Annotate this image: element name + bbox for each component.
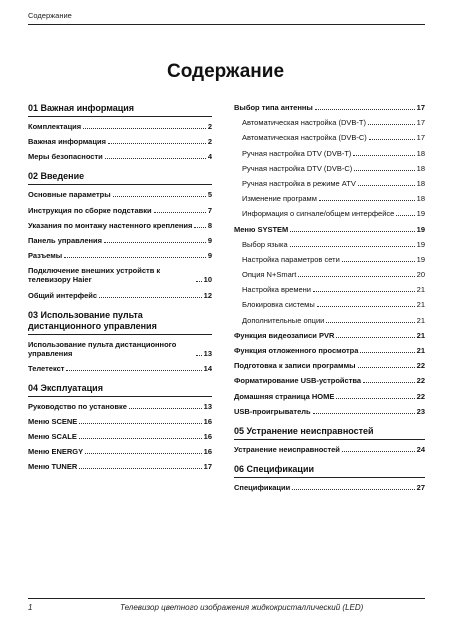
toc-entry-title: Основные параметры — [28, 190, 111, 200]
running-header: Содержание — [28, 11, 72, 20]
toc-entry[interactable] — [234, 164, 425, 173]
toc-entry-title: Меню SYSTEM — [234, 224, 289, 234]
section-heading: 01 Важная информация — [28, 103, 212, 117]
toc-page-number: 23 — [416, 406, 425, 416]
toc-page-number: 20 — [416, 270, 425, 280]
toc-section — [28, 103, 212, 161]
toc-section — [234, 464, 425, 492]
toc-entry-title: Автоматическая настройка (DVB-T) — [242, 118, 366, 128]
dot-leader — [354, 170, 414, 171]
toc-entry-title: Меры безопасности — [28, 152, 103, 162]
toc-page-number: 16 — [203, 447, 212, 457]
toc-entry[interactable] — [234, 255, 425, 264]
toc-entry[interactable] — [28, 291, 212, 300]
dot-leader — [363, 382, 415, 383]
dot-leader — [85, 453, 202, 454]
toc-page-number: 22 — [416, 376, 425, 386]
toc-entry[interactable] — [28, 152, 212, 161]
toc-entry-title: Подготовка к записи программы — [234, 361, 356, 371]
toc-page-number: 21 — [416, 330, 425, 340]
toc-entry-title: Блокировка системы — [242, 300, 315, 310]
toc-entry[interactable] — [234, 270, 425, 279]
toc-page-number: 8 — [207, 220, 212, 230]
toc-page-number: 21 — [416, 285, 425, 295]
dot-leader — [360, 352, 414, 353]
toc-page-number: 14 — [203, 363, 212, 373]
dot-leader — [315, 109, 415, 110]
toc-page-number: 16 — [203, 416, 212, 426]
toc-entry[interactable] — [234, 300, 425, 309]
section-heading: 04 Эксплуатация — [28, 383, 212, 397]
dot-leader — [319, 200, 415, 201]
toc-entry[interactable] — [28, 122, 212, 131]
dot-leader — [66, 370, 201, 371]
toc-page-number: 17 — [203, 462, 212, 472]
dot-leader — [196, 281, 202, 282]
toc-entry[interactable] — [234, 361, 425, 370]
toc-entry-title: Спецификации — [234, 482, 291, 492]
toc-entry[interactable] — [28, 236, 212, 245]
toc-entry-title: Настройка времени — [242, 285, 311, 295]
toc-page-number: 17 — [416, 118, 425, 128]
toc-entry[interactable] — [234, 285, 425, 294]
toc-page-number: 7 — [207, 205, 212, 215]
toc-entry[interactable] — [28, 417, 212, 426]
toc-entry[interactable] — [28, 221, 212, 230]
toc-page-number: 12 — [203, 290, 212, 300]
dot-leader — [292, 489, 414, 490]
toc-entry-title: Ручная настройка в режиме ATV — [242, 178, 356, 188]
toc-entry[interactable] — [28, 340, 212, 358]
toc-entry[interactable] — [234, 225, 425, 234]
dot-leader — [358, 367, 415, 368]
header-rule — [28, 24, 425, 25]
dot-leader — [336, 337, 414, 338]
dot-leader — [317, 306, 415, 307]
toc-entry[interactable] — [28, 137, 212, 146]
toc-page-number: 22 — [416, 361, 425, 371]
toc-right-column — [234, 103, 425, 502]
toc-page-number: 17 — [416, 133, 425, 143]
toc-entry-title: Разъемы — [28, 251, 63, 261]
toc-entry-title: Функция видеозаписи PVR — [234, 330, 335, 340]
toc-page-number: 2 — [207, 137, 212, 147]
toc-left-column — [28, 103, 212, 481]
dot-leader — [336, 398, 414, 399]
dot-leader — [313, 413, 415, 414]
dot-leader — [79, 468, 201, 469]
dot-leader — [79, 438, 202, 439]
dot-leader — [290, 231, 414, 232]
toc-page-number: 21 — [416, 315, 425, 325]
toc-page-number: 13 — [203, 348, 212, 358]
toc-entry[interactable] — [28, 447, 212, 456]
toc-page-number: 18 — [416, 194, 425, 204]
toc-page-number: 19 — [416, 254, 425, 264]
dot-leader — [290, 246, 415, 247]
toc-entry[interactable] — [234, 483, 425, 492]
section-heading: 03 Использование пульта дистанционного управления — [28, 310, 212, 335]
toc-entry-title: Меню SCALE — [28, 432, 77, 442]
toc-entry-title: Функция отложенного просмотра — [234, 346, 359, 355]
toc-entry-title: Общий интерфейс — [28, 290, 98, 300]
toc-entry-title: Меню SCENE — [28, 416, 78, 426]
toc-entry-title: Автоматическая настройка (DVB-C) — [242, 133, 367, 143]
toc-page-number: 27 — [416, 482, 425, 492]
toc-entry-title: Важная информация — [28, 137, 106, 147]
toc-entry-title: Ручная настройка DTV (DVB-T) — [242, 148, 352, 158]
toc-entry[interactable] — [234, 194, 425, 203]
toc-page-number: 9 — [207, 251, 212, 261]
toc-entry[interactable] — [28, 364, 212, 373]
toc-entry[interactable] — [234, 376, 425, 385]
toc-page-number: 2 — [207, 122, 212, 131]
dot-leader — [196, 355, 202, 356]
toc-page-number: 18 — [416, 163, 425, 173]
dot-leader — [313, 291, 415, 292]
dot-leader — [104, 242, 206, 243]
toc-entry[interactable] — [234, 179, 425, 188]
dot-leader — [154, 212, 206, 213]
toc-entry[interactable] — [234, 103, 425, 112]
footer-rule — [28, 598, 425, 599]
dot-leader — [298, 276, 414, 277]
dot-leader — [79, 423, 201, 424]
toc-section — [234, 103, 425, 416]
toc-entry[interactable] — [234, 346, 425, 355]
toc-entry-title: Руководство по установке — [28, 401, 127, 411]
toc-entry-title: Дополнительные опции — [242, 315, 325, 325]
dot-leader — [99, 297, 202, 298]
toc-entry[interactable] — [28, 462, 212, 471]
toc-entry-title: Инструкция по сборке подставки — [28, 205, 152, 215]
toc-section — [234, 426, 425, 454]
dot-leader — [342, 261, 415, 262]
toc-entry-title: Подключение внешних устройств к телевизору Haier — [28, 266, 161, 285]
toc-entry-title: Использование пульта дистанционного управления — [28, 339, 177, 358]
dot-leader — [369, 139, 415, 140]
page-title: Содержание — [166, 61, 285, 82]
toc-page-number: 21 — [416, 346, 425, 355]
dot-leader — [326, 322, 414, 323]
dot-leader — [358, 185, 415, 186]
toc-page-number: 5 — [207, 190, 212, 200]
toc-page-number: 16 — [203, 432, 212, 442]
toc-page-number: 21 — [416, 300, 425, 310]
toc-entry[interactable] — [234, 118, 425, 127]
toc-page-number: 9 — [207, 235, 212, 245]
toc-entry-title: USB-проигрыватель — [234, 406, 311, 416]
section-heading: 06 Спецификации — [234, 464, 425, 478]
dot-leader — [353, 155, 414, 156]
toc-entry-title: Изменение программ — [242, 194, 317, 204]
toc-entry-title: Меню TUNER — [28, 462, 78, 472]
toc-section — [28, 310, 212, 373]
toc-section — [28, 171, 212, 299]
dot-leader — [194, 227, 205, 228]
toc-entry-title: Панель управления — [28, 235, 103, 245]
toc-page-number: 18 — [416, 148, 425, 158]
toc-entry[interactable] — [28, 206, 212, 215]
toc-page-number: 4 — [207, 152, 212, 162]
toc-entry[interactable] — [234, 209, 425, 218]
toc-entry[interactable] — [234, 331, 425, 340]
toc-page-number: 19 — [416, 224, 425, 234]
toc-entry-title: Настройка параметров сети — [242, 254, 340, 264]
toc-entry-title: Опция N+Smart — [242, 270, 297, 280]
dot-leader — [396, 215, 414, 216]
toc-entry-title: Домашняя страница HOME — [234, 391, 335, 401]
footer-title: Телевизор цветного изображения жидкокристаллический (LED) — [120, 603, 364, 612]
section-heading: 05 Устранение неисправностей — [234, 426, 425, 440]
toc-entry[interactable] — [234, 445, 425, 454]
toc-entry[interactable] — [28, 266, 212, 284]
toc-entry[interactable] — [234, 133, 425, 142]
toc-page-number: 19 — [416, 209, 425, 219]
toc-page-number: 18 — [416, 178, 425, 188]
toc-entry-title: Выбор языка — [242, 239, 288, 249]
toc-entry-title: Устранение неисправностей — [234, 444, 340, 454]
dot-leader — [342, 451, 415, 452]
toc-entry[interactable] — [28, 251, 212, 260]
toc-entry-title: Указания по монтажу настенного крепления — [28, 220, 193, 230]
toc-entry[interactable] — [234, 240, 425, 249]
toc-entry[interactable] — [28, 432, 212, 441]
dot-leader — [105, 158, 206, 159]
toc-entry-title: Форматирование USB-устройства — [234, 376, 362, 386]
page-number: 1 — [28, 603, 33, 612]
toc-entry-title: Меню ENERGY — [28, 447, 84, 457]
toc-page-number: 24 — [416, 444, 425, 454]
toc-page-number: 17 — [416, 103, 425, 112]
toc-entry[interactable] — [234, 407, 425, 416]
section-heading: 02 Введение — [28, 171, 212, 185]
toc-entry-title: Информация о сигнале/общем интерфейсе — [242, 209, 395, 219]
toc-page-number: 10 — [203, 275, 212, 285]
dot-leader — [64, 257, 206, 258]
toc-page-number: 19 — [416, 239, 425, 249]
toc-page-number: 13 — [203, 401, 212, 411]
toc-entry[interactable] — [28, 402, 212, 411]
dot-leader — [83, 128, 206, 129]
dot-leader — [129, 408, 202, 409]
toc-entry-title: Выбор типа антенны — [234, 103, 313, 112]
toc-entry-title: Комплектация — [28, 122, 82, 131]
toc-entry[interactable] — [28, 190, 212, 199]
toc-entry-title: Телетекст — [28, 363, 65, 373]
toc-page-number: 22 — [416, 391, 425, 401]
dot-leader — [108, 143, 206, 144]
toc-entry[interactable] — [234, 316, 425, 325]
dot-leader — [368, 124, 415, 125]
toc-entry-title: Ручная настройка DTV (DVB-C) — [242, 163, 353, 173]
dot-leader — [113, 196, 206, 197]
toc-section — [28, 383, 212, 472]
toc-entry[interactable] — [234, 392, 425, 401]
toc-entry[interactable] — [234, 149, 425, 158]
